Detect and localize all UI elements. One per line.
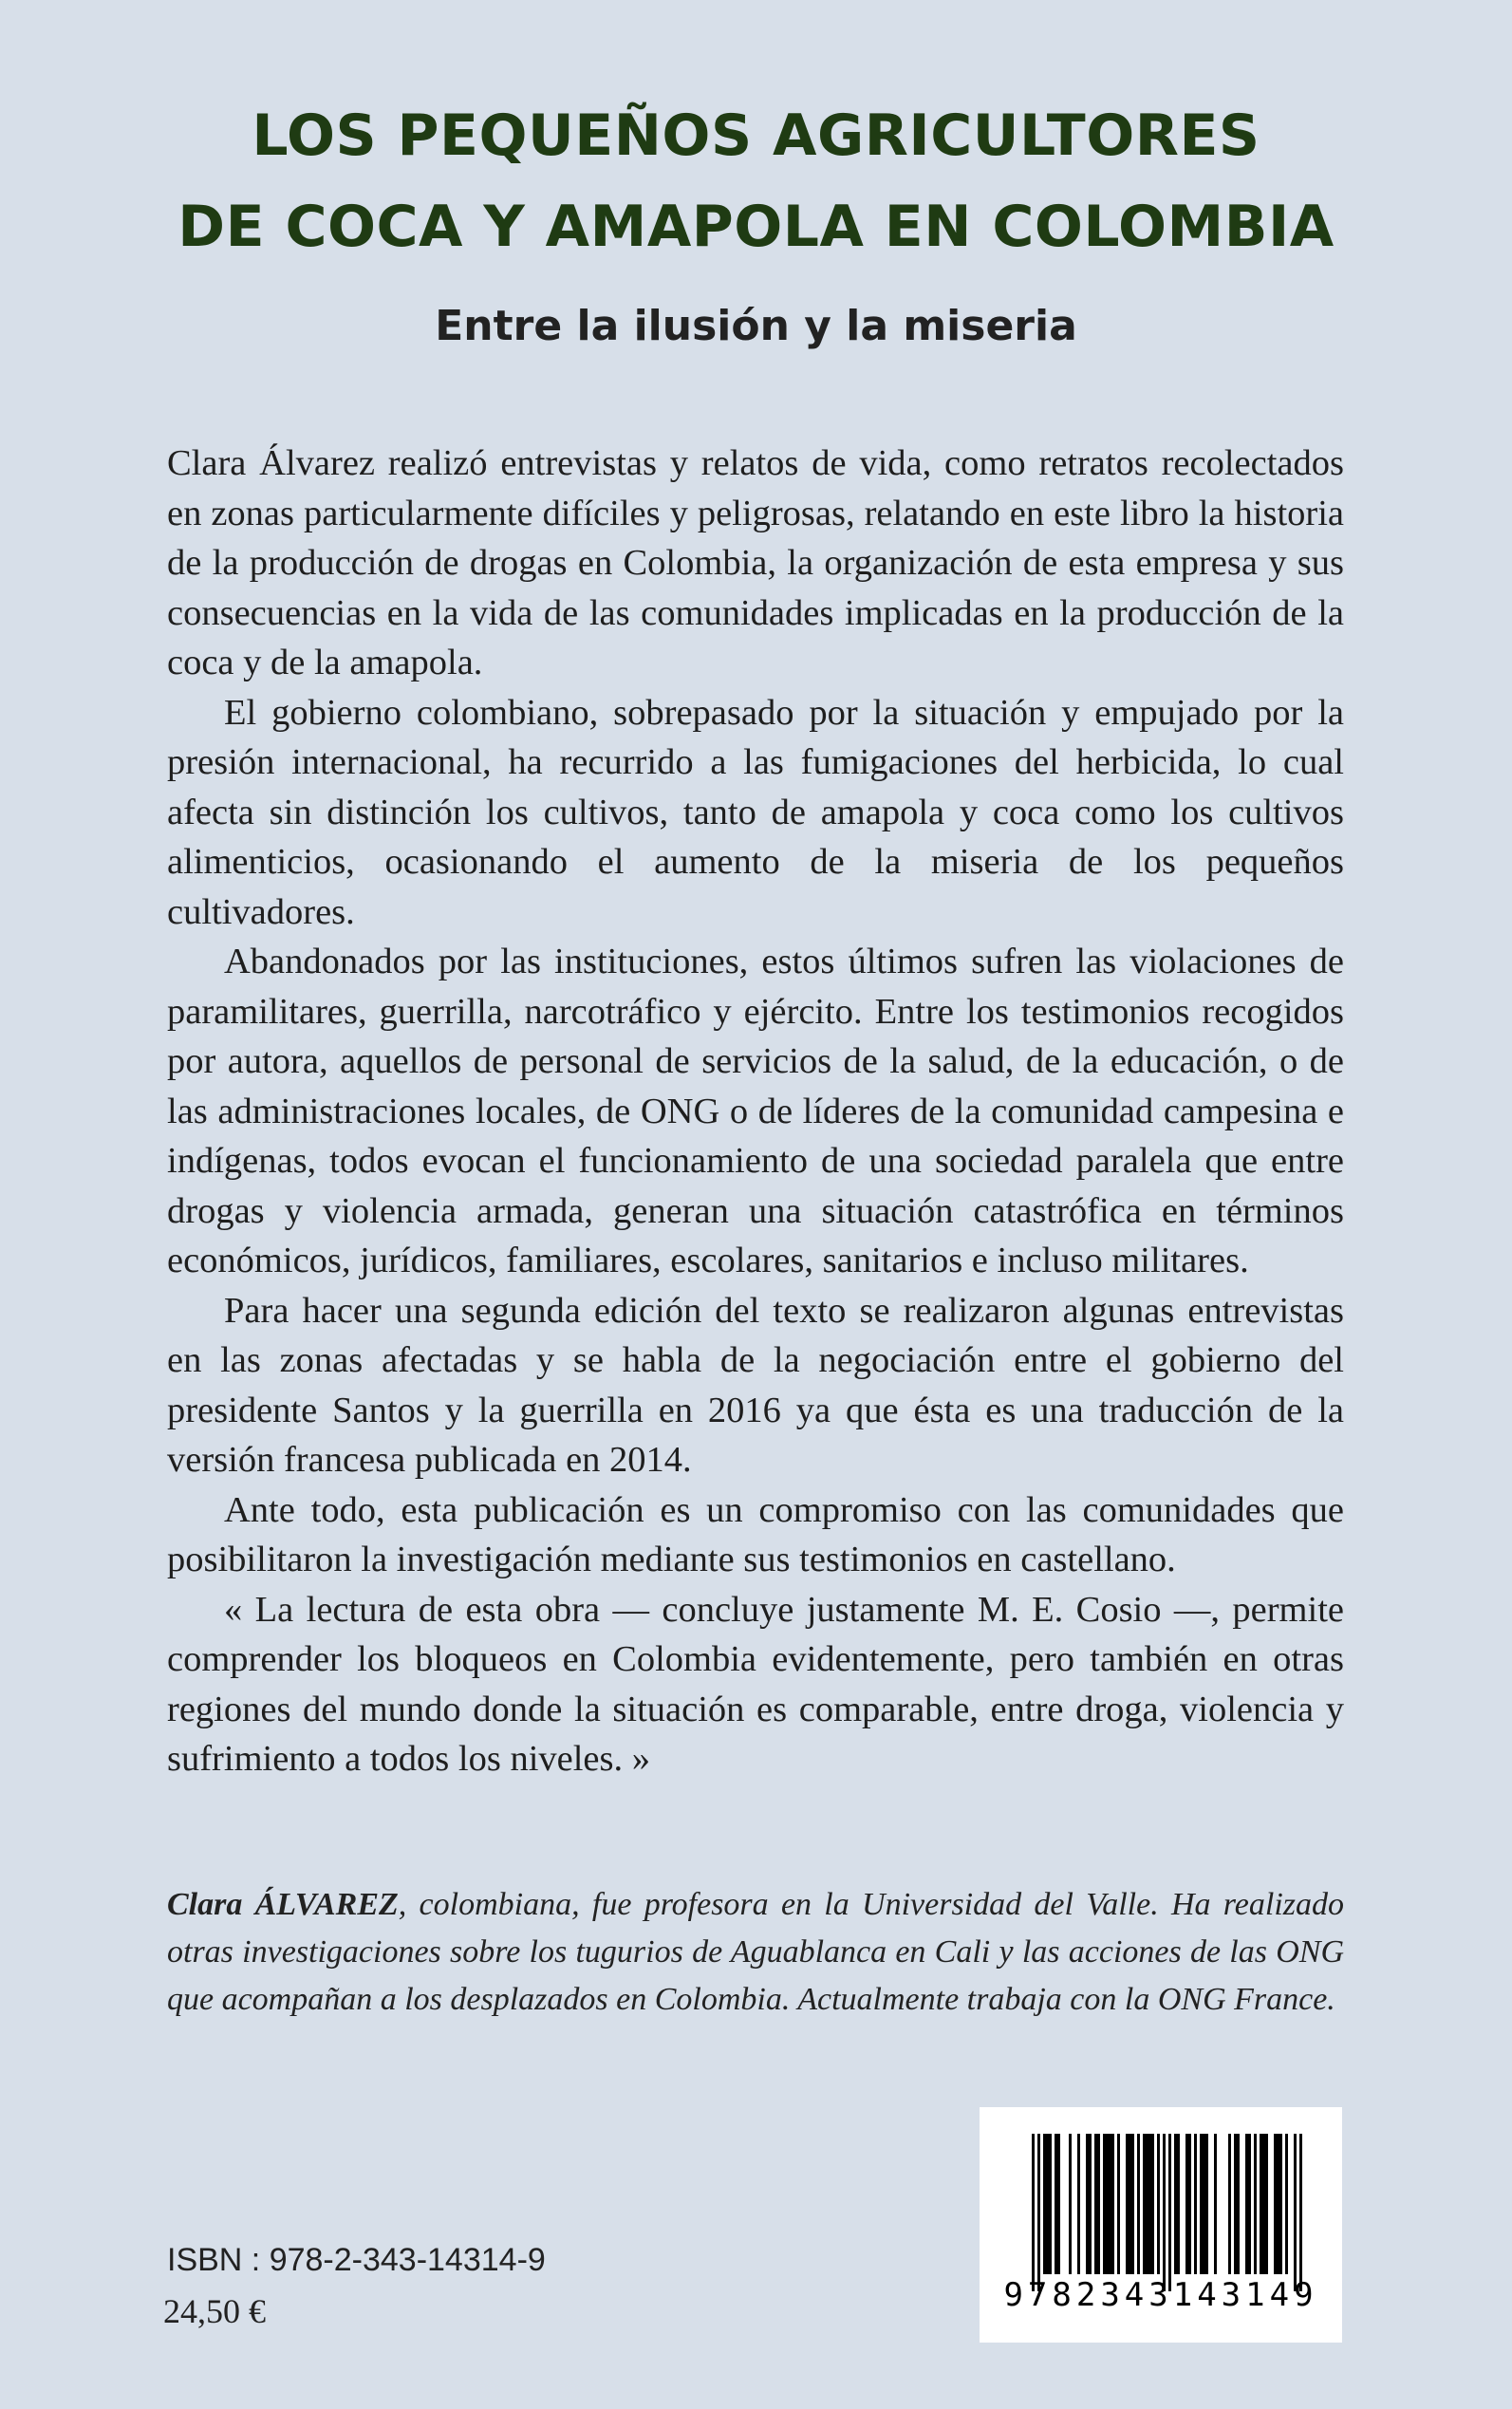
- barcode-bar: [1285, 2134, 1288, 2274]
- barcode-bar: [1177, 2134, 1180, 2274]
- barcode-bar: [1254, 2134, 1257, 2274]
- barcode-bar: [1086, 2134, 1089, 2274]
- barcode-bar: [1277, 2134, 1279, 2274]
- barcode-bar: [1279, 2134, 1282, 2274]
- barcode-bar: [1043, 2134, 1046, 2274]
- barcode-bar: [1077, 2134, 1080, 2274]
- barcode-bar: [1274, 2134, 1277, 2274]
- barcode-bar: [1260, 2134, 1262, 2274]
- barcode-bar: [1094, 2134, 1097, 2274]
- blurb-paragraph-1: Clara Álvarez realizó entrevistas y relatos de vida, como retratos recolectados en zonas particularmente difíciles y peligrosas, relatando en este libro la historia de la producción de drogas en Colombia, la organización de esta empresa y sus consecuencias en la vida de las comunidades implicadas en la producción de la coca y de la amapola.: [167, 443, 1344, 682]
- blurb-paragraph-5: Ante todo, esta publicación es un compromiso con las comunidades que posibilitaron la investigación mediante sus testimonios en castellano.: [167, 1489, 1344, 1579]
- author-bio: [167, 1881, 1344, 2024]
- barcode-bar: [1143, 2134, 1146, 2274]
- barcode-bar: [1262, 2134, 1265, 2274]
- back-cover-blurb: [167, 439, 1344, 1784]
- barcode-bar: [1205, 2134, 1208, 2274]
- barcode-bar: [1131, 2134, 1134, 2274]
- blurb-paragraph-2: El gobierno colombiano, sobrepasado por la situación y empujado por la presión internacional, ha recurrido a las fumigaciones del herbicida, lo cual afecta sin distinción los cultivos, tanto de amapola y coca como los cultivos alimenticios, ocasionando el aumento de la miseria de los pequeños cultivadores.: [167, 692, 1344, 932]
- barcode-bar: [1245, 2134, 1248, 2274]
- barcode-bar: [1103, 2134, 1106, 2274]
- barcode-bar: [1163, 2134, 1166, 2291]
- barcode-bar: [1089, 2134, 1092, 2274]
- barcode-bar: [1248, 2134, 1251, 2274]
- book-subtitle: Entre la ilusión y la miseria: [435, 302, 1077, 350]
- barcode-bar: [1148, 2134, 1151, 2274]
- barcode-bar: [1069, 2134, 1072, 2274]
- barcode-bar: [1203, 2134, 1205, 2274]
- barcode-bar: [1237, 2134, 1240, 2274]
- barcode-bar: [1185, 2134, 1188, 2274]
- barcode-bar: [1037, 2134, 1040, 2291]
- barcode-bar: [1200, 2134, 1203, 2274]
- isbn-barcode: [980, 2107, 1342, 2343]
- author-name: Clara ÁLVAREZ: [167, 1887, 399, 1922]
- barcode-bar: [1049, 2134, 1052, 2274]
- blurb-quote-paragraph: « La lectura de esta obra — concluye justamente M. E. Cosio —, permite comprender los bloqueos en Colombia evidentemente, pero también en otras regiones del mundo donde la situación es comparable, entre droga, violencia y sufrimiento a todos los niveles. »: [167, 1589, 1344, 1779]
- barcode-bar: [1168, 2134, 1171, 2291]
- barcode-bar: [1137, 2134, 1140, 2274]
- barcode-bar: [1106, 2134, 1109, 2274]
- barcode-bar: [1032, 2134, 1035, 2291]
- barcode-bar: [1111, 2134, 1114, 2274]
- barcode-digits: 9782343143149: [1003, 2276, 1318, 2314]
- barcode-bar: [1109, 2134, 1111, 2274]
- barcode-bar: [1117, 2134, 1120, 2274]
- barcode-bar: [1299, 2134, 1302, 2291]
- barcode-bar: [1057, 2134, 1060, 2274]
- author-bio-text: , colombiana, fue profesora en la Universidad del Valle. Ha realizado otras investigaciones sobre los tugurios de Aguablanca en Cali y las acciones de las ONG que acompañan a los desplazados en Colombia. Actualmente trabaja con la ONG France.: [167, 1887, 1344, 2017]
- barcode-bar: [1265, 2134, 1268, 2274]
- barcode-bar: [1126, 2134, 1129, 2274]
- barcode-bar: [1151, 2134, 1154, 2274]
- barcode-bar: [1228, 2134, 1231, 2274]
- barcode-bar: [1055, 2134, 1057, 2274]
- barcode-bar: [1294, 2134, 1297, 2291]
- barcode-bar: [1129, 2134, 1131, 2274]
- book-title-line-2: DE COCA Y AMAPOLA EN COLOMBIA: [177, 194, 1335, 260]
- barcode-bar: [1194, 2134, 1197, 2274]
- barcode-bar: [1157, 2134, 1160, 2274]
- barcode-bar: [1234, 2134, 1237, 2274]
- blurb-paragraph-3: Abandonados por las instituciones, estos últimos sufren las violaciones de paramilitares, guerrilla, narcotráfico y ejército. Entre los testimonios recogidos por autora, aquellos de personal de servicios de la salud, de la educación, o de las administraciones locales, de ONG o de líderes de la comunidad campesina e indígenas, todos evocan el funcionamiento de una sociedad paralela que entre drogas y violencia armada, generan una situación catastrófica en términos económicos, jurídicos, familiares, escolares, sanitarios e incluso militares.: [167, 942, 1344, 1280]
- price: 24,50 €: [163, 2292, 266, 2330]
- barcode-bar: [1097, 2134, 1100, 2274]
- book-title-line-1: LOS PEQUEÑOS AGRICULTORES: [252, 103, 1260, 169]
- blurb-paragraph-4: Para hacer una segunda edición del texto se realizaron algunas entrevistas en las zonas afectadas y se habla de la negociación entre el gobierno del presidente Santos y la guerrilla en 2016 ya que ésta es una traducción de la versión francesa publicada en 2014.: [167, 1290, 1344, 1480]
- barcode-bar: [1214, 2134, 1217, 2274]
- barcode-bar: [1174, 2134, 1177, 2274]
- barcode-bar: [1188, 2134, 1191, 2274]
- barcode-bar: [1046, 2134, 1049, 2274]
- isbn-number: ISBN : 978-2-343-14314-9: [167, 2242, 546, 2278]
- barcode-bar: [1146, 2134, 1148, 2274]
